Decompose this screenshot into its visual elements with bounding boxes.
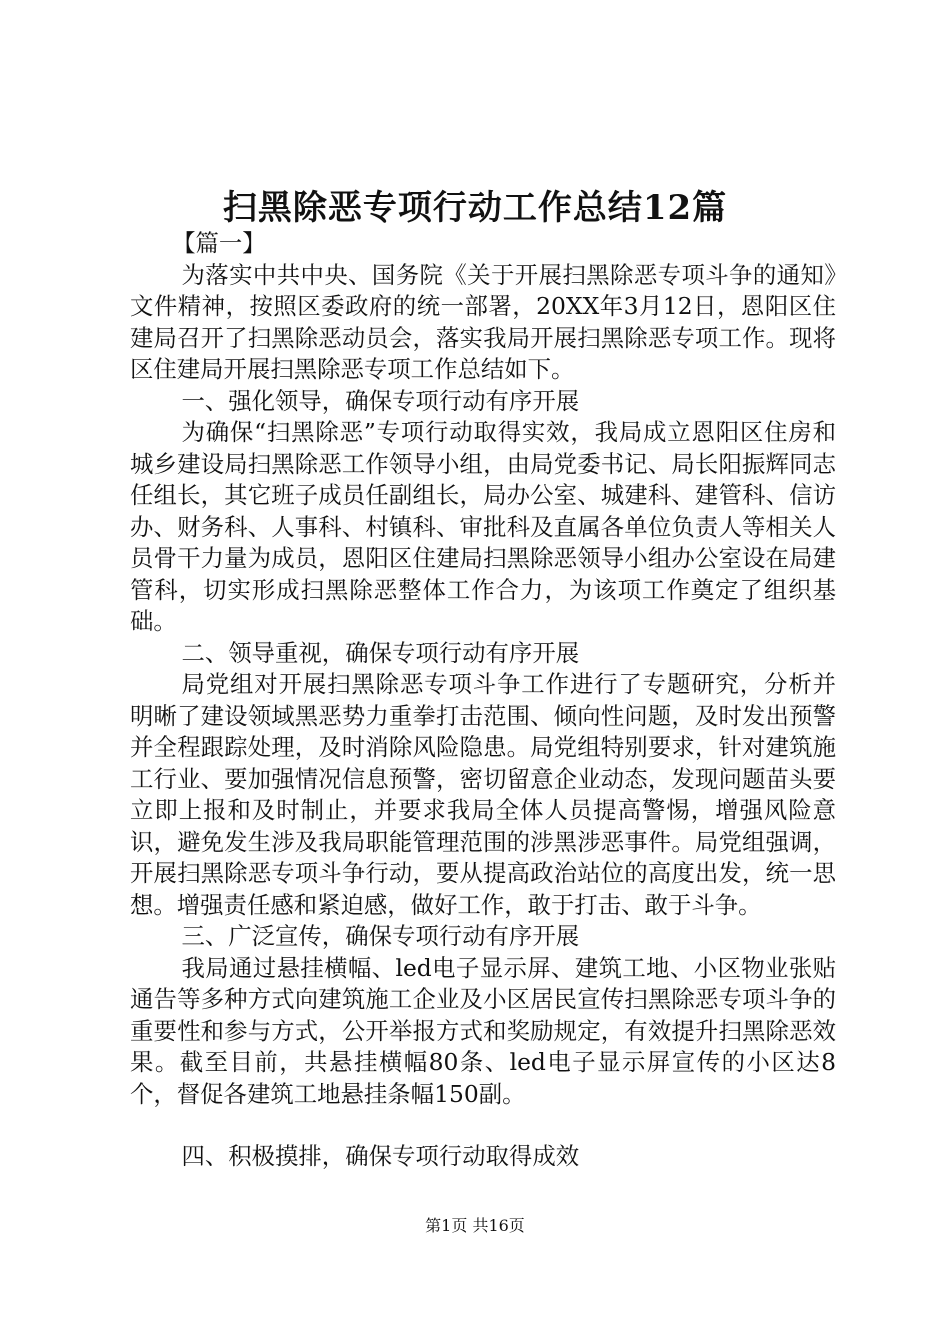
document-body — [130, 228, 836, 1173]
section-heading-3: 三、广泛宣传，确保专项行动有序开展 — [181, 922, 580, 950]
paragraph-section-3: 我局通过悬挂横幅、led电子显示屏、建筑工地、小区物业张贴通告等多种方式向建筑施工企业及小区居民宣传扫黑除恶专项斗争的重要性和参与方式，公开举报方式和奖励规定，有效提升扫黑除恶效果。截至目前，共悬挂横幅80条、led电子显示屏宣传的小区达8个，督促各建筑工地悬挂条幅150副。 — [130, 953, 836, 1108]
paragraph-section-2: 局党组对开展扫黑除恶专项斗争工作进行了专题研究，分析并明晰了建设领域黑恶势力重拳打击范围、倾向性问题，及时发出预警并全程跟踪处理，及时消除风险隐患。局党组特别要求，针对建筑施工行业、要加强情况信息预警，密切留意企业动态，发现问题苗头要立即上报和及时制止，并要求我局全体人员提高警惕，增强风险意识，避免发生涉及我局职能管理范围的涉黑涉恶事件。局党组强调，开展扫黑除恶专项斗争行动，要从提高政治站位的高度出发，统一思想。增强责任感和紧迫感，做好工作，敢于打击、敢于斗争。 — [130, 670, 836, 919]
paragraph-section-1: 为确保“扫黑除恶”专项行动取得实效，我局成立恩阳区住房和城乡建设局扫黑除恶工作领导小组，由局党委书记、局长阳振辉同志任组长，其它班子成员任副组长，局办公室、城建科、建管科、信访办、财务科、人事科、村镇科、审批科及直属各单位负责人等相关人员骨干力量为成员，恩阳区住建局扫黑除恶领导小组办公室设在局建管科，切实形成扫黑除恶整体工作合力，为该项工作奠定了组织基础。 — [130, 418, 836, 635]
section-heading-1: 一、强化领导，确保专项行动有序开展 — [181, 386, 580, 415]
document-title: 扫黑除恶专项行动工作总结12篇 — [222, 188, 728, 228]
chapter-label: 【篇一】 — [172, 229, 266, 257]
section-heading-4: 四、积极摸排，确保专项行动取得成效 — [181, 1142, 580, 1170]
paragraph-intro: 为落实中共中央、国务院《关于开展扫黑除恶专项斗争的通知》文件精神，按照区委政府的统一部署，20XX年3月12日，恩阳区住建局召开了扫黑除恶动员会，落实我局开展扫黑除恶专项工作。现将区住建局开展扫黑除恶专项工作总结如下。 — [130, 260, 836, 383]
page-footer: 第1页 共16页 — [425, 1216, 525, 1235]
section-heading-2: 二、领导重视，确保专项行动有序开展 — [181, 638, 580, 667]
